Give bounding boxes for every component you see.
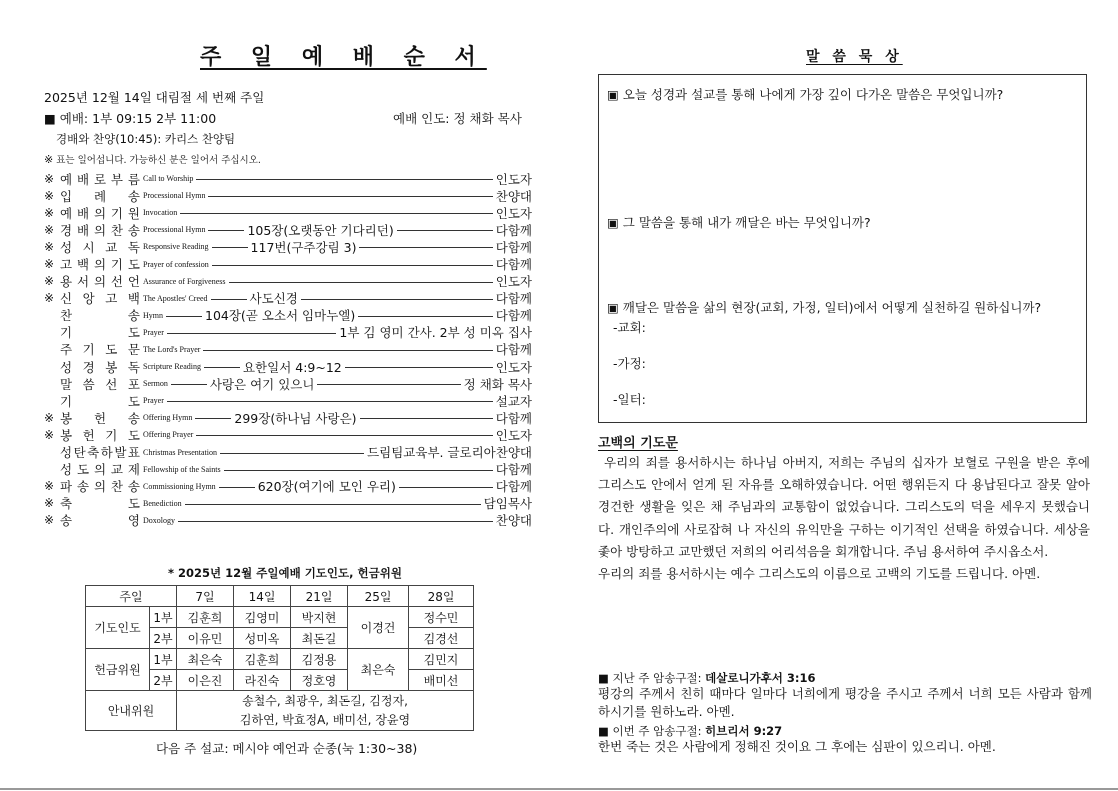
dotted-leader <box>399 487 493 488</box>
this-week-label: ■ 이번 주 암송구절: <box>598 724 706 738</box>
order-item-english: Sermon <box>143 379 168 389</box>
dotted-leader <box>204 367 240 368</box>
order-item-title: 성 경 봉 독 <box>60 359 140 375</box>
order-item <box>44 221 532 238</box>
table-cell: 라진숙 <box>234 670 291 691</box>
confession-paragraph: 우리의 죄를 용서하시는 예수 그리스도의 이름으로 고백의 기도를 드립니다. 아멘. <box>598 566 1041 582</box>
table-cell: 이은진 <box>177 670 234 691</box>
order-item-person: 드림팀교육부. 글로리아찬양대 <box>367 445 532 461</box>
order-item-content: 요한일서 4:9~12 <box>242 359 342 375</box>
table-cell: 김민지 <box>409 649 474 670</box>
standing-mark: ※ <box>44 171 55 186</box>
order-item-person: 다함께 <box>495 462 532 478</box>
order-item-content: 104장(곧 오소서 임마누엘) <box>205 308 356 324</box>
order-item-title: 입 례 송 <box>60 188 140 204</box>
order-item-english: Doxology <box>143 515 175 525</box>
meditation-question-2: ▣ 그 말씀을 통해 내가 깨달은 바는 무엇입니까? <box>607 215 871 230</box>
table-row-label: 헌금위원 <box>86 649 150 691</box>
order-item-english: Processional Hymn <box>143 225 206 235</box>
order-item <box>44 461 532 478</box>
order-item <box>44 392 532 409</box>
order-item-content: 117번(구주강림 3) <box>250 239 357 255</box>
order-item-person: 찬양대 <box>495 513 532 529</box>
order-item-english: Prayer of confession <box>143 259 209 269</box>
order-item-person: 다함께 <box>495 291 532 307</box>
order-item-english: Processional Hymn <box>143 191 206 201</box>
table-header-cell: 25일 <box>348 586 409 607</box>
standing-mark: ※ <box>44 274 55 289</box>
order-item-english: Call to Worship <box>143 174 194 184</box>
table-cell: 김정용 <box>291 649 348 670</box>
table-cell: 성미옥 <box>234 628 291 649</box>
note-mark: ※ <box>44 153 54 166</box>
table-header-cell: 7일 <box>177 586 234 607</box>
table-row-label: 기도인도 <box>86 607 150 649</box>
order-item-english: Scripture Reading <box>143 362 201 372</box>
dotted-leader <box>317 384 460 385</box>
order-item-person: 다함께 <box>495 479 532 495</box>
dotted-leader <box>301 299 493 300</box>
order-item-person: 설교자 <box>495 393 532 409</box>
order-item-title: 신 앙 고 백 <box>60 291 140 307</box>
table-cell: 이유민 <box>177 628 234 649</box>
table-cell: 1부 <box>150 607 177 628</box>
table-cell: 정수민 <box>409 607 474 628</box>
dotted-leader <box>180 213 493 214</box>
table-row <box>86 586 474 607</box>
order-item-title: 성 탄 축 하 발 표 <box>60 445 140 461</box>
ushers-cell <box>177 691 474 731</box>
page-title: 주 일 예 배 순 서 <box>200 45 487 70</box>
dotted-leader <box>195 418 231 419</box>
confession-title: 고백의 기도문 <box>598 436 678 451</box>
worship-leader: 예배 인도: 정 채화 목사 <box>393 111 522 126</box>
dotted-leader <box>358 316 493 317</box>
order-item <box>44 204 532 221</box>
order-item <box>44 255 532 272</box>
order-item-english: Invocation <box>143 208 178 218</box>
order-item-person: 다함께 <box>495 222 532 238</box>
order-item-english: The Apostles' Creed <box>143 293 208 303</box>
order-item-person: 1부 김 영미 간사. 2부 성 미옥 집사 <box>339 325 532 341</box>
order-item-english: Offering Prayer <box>143 430 194 440</box>
next-sermon: 다음 주 설교: 메시야 예언과 순종(눅 1:30~38) <box>156 741 418 756</box>
order-item-person: 다함께 <box>495 257 532 273</box>
table-cell: 2부 <box>150 628 177 649</box>
table-header-cell: 28일 <box>409 586 474 607</box>
order-item-person: 다함께 <box>495 410 532 426</box>
standing-mark: ※ <box>44 239 55 254</box>
order-item-english: Benediction <box>143 498 182 508</box>
table-cell: 김훈희 <box>177 607 234 628</box>
dotted-leader <box>196 179 492 180</box>
answer-church: -교회: <box>613 320 646 335</box>
order-item-content: 사랑은 여기 있으니 <box>209 376 315 392</box>
order-item <box>44 375 532 392</box>
dotted-leader <box>196 435 492 436</box>
answer-work: -일터: <box>613 392 646 407</box>
order-item <box>44 341 532 358</box>
dotted-leader <box>224 470 493 471</box>
standing-mark: ※ <box>44 205 55 220</box>
order-item-person: 정 채화 목사 <box>463 376 532 392</box>
order-item-person: 인도자 <box>495 205 532 221</box>
service-times: ■ 예배: 1부 09:15 2부 11:00 <box>44 111 217 126</box>
table-cell: 최은숙 <box>348 649 409 691</box>
roster-title: * 2025년 12월 주일예배 기도인도, 헌금위원 <box>168 566 402 580</box>
dotted-leader <box>212 247 248 248</box>
order-item <box>44 409 532 426</box>
dotted-leader <box>208 196 492 197</box>
order-item-title: 기 도 <box>60 393 140 409</box>
order-item-title: 예 배 로 부 름 <box>60 171 140 187</box>
order-item-title: 봉 헌 송 <box>60 410 140 426</box>
dotted-leader <box>167 333 337 334</box>
order-item-person: 찬양대 <box>495 188 532 204</box>
standing-mark: ※ <box>44 410 55 425</box>
table-row <box>86 649 474 670</box>
answer-home: -가정: <box>613 356 646 371</box>
order-item-english: Prayer <box>143 396 164 406</box>
roster-table <box>85 585 474 731</box>
standing-mark: ※ <box>44 291 55 306</box>
table-cell: 박지현 <box>291 607 348 628</box>
dotted-leader <box>185 504 481 505</box>
order-item-title: 용 서 의 선 언 <box>60 274 140 290</box>
dotted-leader <box>167 401 493 402</box>
last-week-label: ■ 지난 주 암송구절: <box>598 671 706 685</box>
order-item-person: 인도자 <box>495 171 532 187</box>
order-item-person: 인도자 <box>495 274 532 290</box>
table-row-label: 안내위원 <box>86 691 177 731</box>
order-item-title: 찬 송 <box>60 308 140 324</box>
order-item-title: 송 영 <box>60 513 140 529</box>
order-item <box>44 444 532 461</box>
table-cell: 정호영 <box>291 670 348 691</box>
order-item-title: 고 백 의 기 도 <box>60 257 140 273</box>
order-item-content: 299장(하나님 사랑은) <box>234 410 357 426</box>
dotted-leader <box>171 384 207 385</box>
order-item-content: 사도신경 <box>249 291 298 307</box>
dotted-leader <box>345 367 493 368</box>
order-item-english: Responsive Reading <box>143 242 209 252</box>
ushers-line: 송철수, 최광우, 최돈길, 김정자, <box>242 693 408 708</box>
order-item <box>44 187 532 204</box>
order-item <box>44 324 532 341</box>
this-week-verse-text: 한번 죽는 것은 사람에게 정해진 것이요 그 후에는 심판이 있으리니. 아멘. <box>598 739 996 754</box>
order-item <box>44 495 532 512</box>
confession-paragraph: 우리의 죄를 용서하시는 하나님 아버지, 저희는 주님의 십자가 보혈로 구원을 받은 후에 그리스도 안에서 얻게 된 자유를 오해하였습니다. 어떤 행위든지 다 용납된다고 잘못 알아 경건한 생활을 잊은 채 주님과의 교통함이 없었습니다. 그리스도의 덕을 세우지 못했습니다. 개인주의에 사로잡혀 나 자신의 유익만을 구하는 이기적인 선택을 하였습니다. 세상을 좇아 방탕하고 교만했던 저희의 어리석음을 회개합니다. 주님 용서하여 주시옵소서. <box>598 455 1090 559</box>
meditation-question-1: ▣ 오늘 성경과 설교를 통해 나에게 가장 깊이 다가온 말씀은 무엇입니까? <box>607 87 1004 102</box>
standing-mark: ※ <box>44 496 55 511</box>
standing-mark: ※ <box>44 427 55 442</box>
order-item-english: Fellowship of the Saints <box>143 464 221 474</box>
order-item-person: 다함께 <box>495 239 532 255</box>
table-cell: 2부 <box>150 670 177 691</box>
order-item-person: 인도자 <box>495 427 532 443</box>
meditation-box <box>598 74 1087 423</box>
order-item-title: 파 송 의 찬 송 <box>60 479 140 495</box>
meditation-question-3: ▣ 깨달은 말씀을 삶의 현장(교회, 가정, 일터)에서 어떻게 실천하길 원하십니까? <box>607 300 1042 315</box>
confession-text <box>598 452 1090 585</box>
order-item-person: 다함께 <box>495 308 532 324</box>
note-text: 표는 일어섭니다. 가능하신 분은 일어서 주십시오. <box>56 155 261 166</box>
order-item-title: 말 씀 선 포 <box>60 376 140 392</box>
table-cell: 배미선 <box>409 670 474 691</box>
bottom-divider <box>0 788 1118 790</box>
meditation-title: 말 씀 묵 상 <box>806 49 903 65</box>
table-cell: 1부 <box>150 649 177 670</box>
table-cell: 김경선 <box>409 628 474 649</box>
table-cell: 김훈희 <box>234 649 291 670</box>
table-cell: 최돈길 <box>291 628 348 649</box>
order-item-english: Christmas Presentation <box>143 447 217 457</box>
order-item-title: 예 배 의 기 원 <box>60 205 140 221</box>
standing-mark: ※ <box>44 257 55 272</box>
dotted-leader <box>203 350 492 351</box>
standing-mark: ※ <box>44 513 55 528</box>
order-item-english: The Lord's Prayer <box>143 344 201 354</box>
order-item <box>44 512 532 529</box>
order-item <box>44 170 532 187</box>
order-item-english: Offering Hymn <box>143 413 193 423</box>
this-week-reference: 히브리서 9:27 <box>705 724 783 738</box>
ushers-line: 김하연, 박효정A, 배미선, 장윤영 <box>239 712 411 727</box>
dotted-leader <box>397 230 493 231</box>
table-cell: 이경건 <box>348 607 409 649</box>
standing-mark: ※ <box>44 222 55 237</box>
order-item-person: 담임목사 <box>483 496 532 512</box>
last-week-reference: 데살로니가후서 3:16 <box>705 671 816 685</box>
order-item <box>44 478 532 495</box>
order-item-title: 성 시 교 독 <box>60 239 140 255</box>
order-item <box>44 358 532 375</box>
dotted-leader <box>208 230 244 231</box>
order-item-english: Prayer <box>143 327 164 337</box>
dotted-leader <box>212 265 493 266</box>
order-item-person: 인도자 <box>495 359 532 375</box>
order-item-title: 주 기 도 문 <box>60 342 140 358</box>
standing-mark: ※ <box>44 479 55 494</box>
order-item <box>44 290 532 307</box>
order-item-content: 105장(오랫동안 기다리던) <box>247 222 394 238</box>
order-item <box>44 307 532 324</box>
order-item-english: Hymn <box>143 310 163 320</box>
table-header-cell: 21일 <box>291 586 348 607</box>
order-item-person: 다함께 <box>495 342 532 358</box>
standing-note <box>44 152 261 166</box>
order-item <box>44 273 532 290</box>
table-row <box>86 607 474 628</box>
dotted-leader <box>219 487 255 488</box>
table-cell: 김영미 <box>234 607 291 628</box>
dotted-leader <box>229 282 493 283</box>
order-item-title: 봉 헌 기 도 <box>60 427 140 443</box>
order-item-title: 경 배 의 찬 송 <box>60 222 140 238</box>
standing-mark: ※ <box>44 188 55 203</box>
last-week-verse-heading <box>598 670 816 686</box>
table-header-cell: 주일 <box>86 586 177 607</box>
dotted-leader <box>359 247 492 248</box>
dotted-leader <box>166 316 202 317</box>
order-item-title: 축 도 <box>60 496 140 512</box>
order-item-english: Assurance of Forgiveness <box>143 276 226 286</box>
table-row <box>86 691 474 731</box>
table-header-cell: 14일 <box>234 586 291 607</box>
order-item-title: 기 도 <box>60 325 140 341</box>
praise-line: 경배와 찬양(10:45): 카리스 찬양팀 <box>56 132 236 146</box>
order-item-content: 620장(여기에 모인 우리) <box>257 479 396 495</box>
this-week-verse-heading <box>598 723 782 739</box>
date-line: 2025년 12월 14일 대림절 세 번째 주일 <box>44 90 265 105</box>
dotted-leader <box>220 453 364 454</box>
worship-order-list <box>44 170 532 529</box>
order-item <box>44 238 532 255</box>
last-week-verse-text: 평강의 주께서 친히 때마다 일마다 너희에게 평강을 주시고 주께서 너희 모든 사람과 함께 하시기를 원하노라. 아멘. <box>598 686 1092 719</box>
order-item-title: 성 도 의 교 제 <box>60 462 140 478</box>
order-item-english: Commissioning Hymn <box>143 481 216 491</box>
order-item <box>44 426 532 443</box>
dotted-leader <box>211 299 247 300</box>
table-cell: 최은숙 <box>177 649 234 670</box>
dotted-leader <box>178 521 493 522</box>
dotted-leader <box>360 418 493 419</box>
